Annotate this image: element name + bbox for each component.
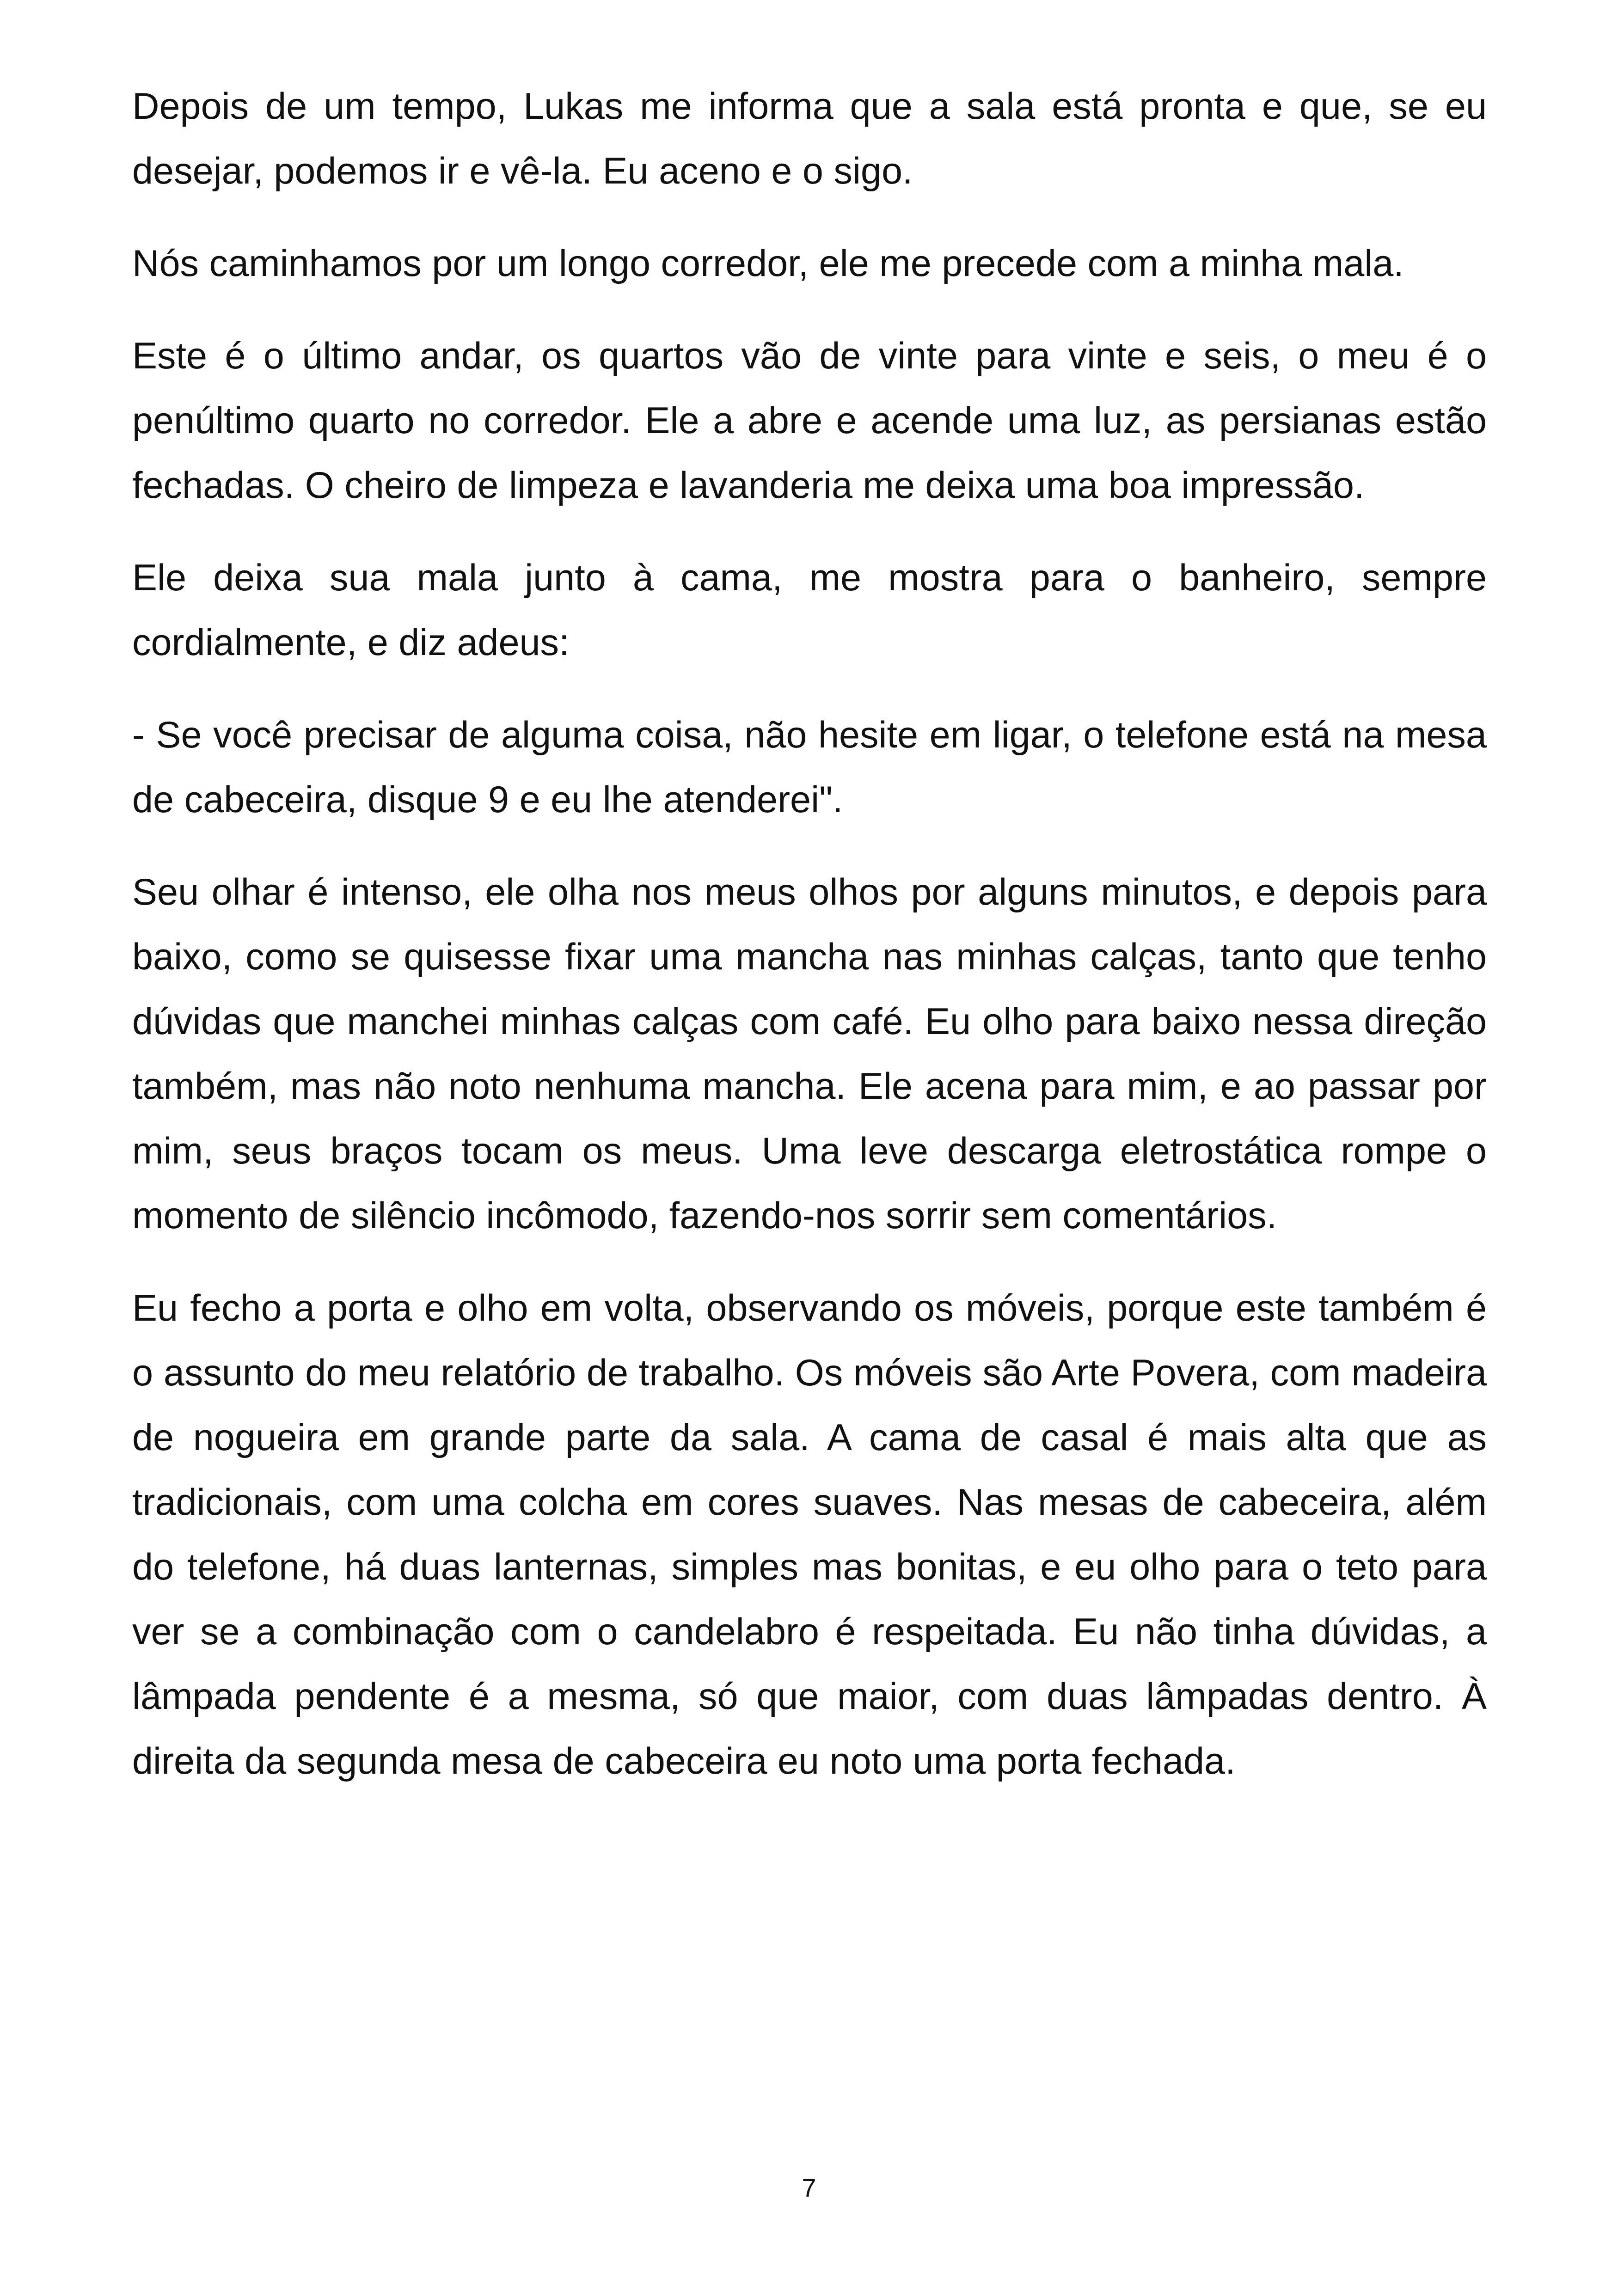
paragraph: Ele deixa sua mala junto à cama, me mostra para o banheiro, sempre cordialmente, e diz adeus: [132, 557, 1487, 663]
body-text [132, 74, 1487, 1821]
page-number: 7 [802, 2173, 816, 2202]
paragraph: Eu fecho a porta e olho em volta, observando os móveis, porque este também é o assunto do meu relatório de trabalho. Os móveis são Arte Povera, com madeira de nogueira em grande parte da sala. A cama de casal é mais alta que as tradicionais, com uma colcha em cores suaves. Nas mesas de cabeceira, além do telefone, há duas lanternas, simples mas bonitas, e eu olho para o teto para ver se a combinação com o candelabro é respeitada. Eu não tinha dúvidas, a lâmpada pendente é a mesma, só que maior, com duas lâmpadas dentro. À direita da segunda mesa de cabeceira eu noto uma porta fechada. [132, 1287, 1487, 1782]
paragraph: Nós caminhamos por um longo corredor, ele me precede com a minha mala. [132, 243, 1404, 284]
paragraph: Depois de um tempo, Lukas me informa que a sala está pronta e que, se eu desejar, podemos ir e vê-la. Eu aceno e o sigo. [132, 86, 1487, 192]
paragraph: Este é o último andar, os quartos vão de vinte para vinte e seis, o meu é o penúltimo quarto no corredor. Ele a abre e acende uma luz, as persianas estão fechadas. O cheiro de limpeza e lavanderia me deixa uma boa impressão. [132, 335, 1487, 506]
paragraph: Seu olhar é intenso, ele olha nos meus olhos por alguns minutos, e depois para baixo, como se quisesse fixar uma mancha nas minhas calças, tanto que tenho dúvidas que manchei minhas calças com café. Eu olho para baixo nessa direção também, mas não noto nenhuma mancha. Ele acena para mim, e ao passar por mim, seus braços tocam os meus. Uma leve descarga eletrostática rompe o momento de silêncio incômodo, fazendo-nos sorrir sem comentários. [132, 871, 1487, 1237]
paragraph: - Se você precisar de alguma coisa, não hesite em ligar, o telefone está na mesa de cabeceira, disque 9 e eu lhe atenderei". [132, 714, 1487, 820]
